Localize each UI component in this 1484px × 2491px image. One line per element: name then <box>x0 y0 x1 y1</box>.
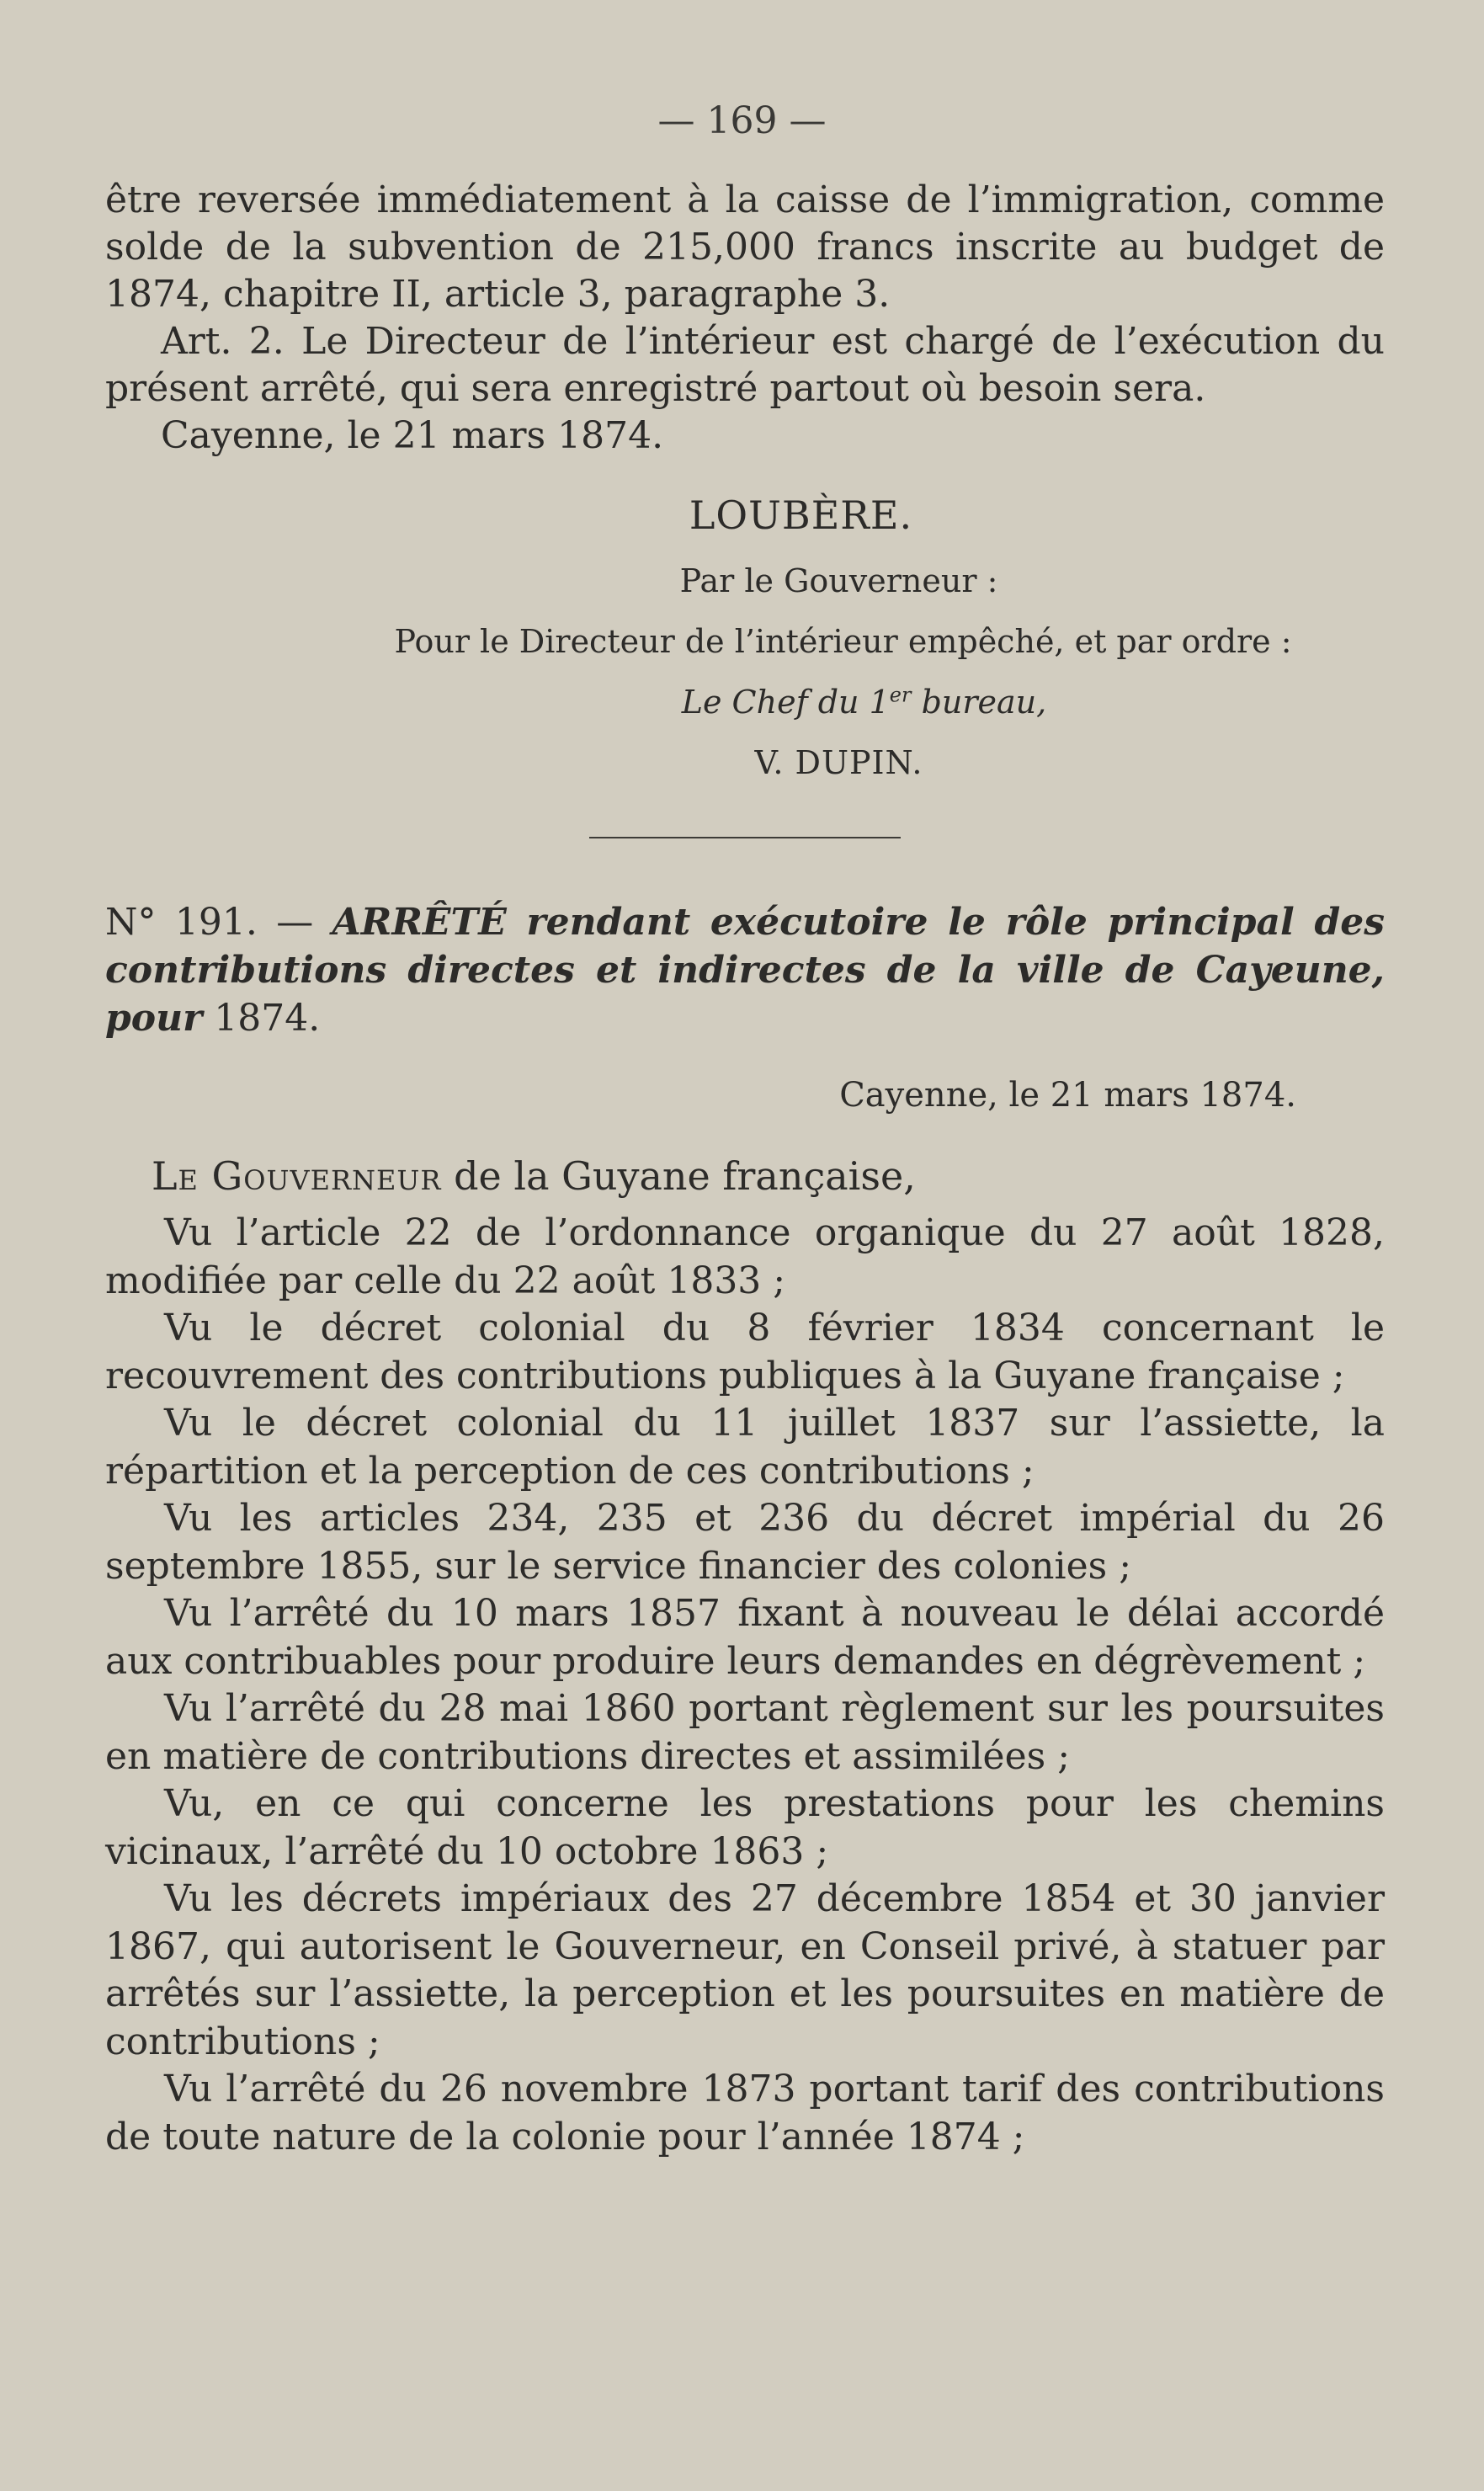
consideration-item: Vu l’article 22 de l’ordonnance organique du 27 août 1828, modifiée par celle du 22 août 1833 ; <box>105 1211 1385 1302</box>
consideration-item: Vu les articles 234, 235 et 236 du décret impérial du 26 septembre 1855, sur le service financier des colonies ; <box>105 1497 1385 1588</box>
consideration-item: Vu l’arrêté du 26 novembre 1873 portant tarif des contributions de toute nature de la colonie pour l’année 1874 ; <box>105 2068 1385 2158</box>
consideration-item: Vu le décret colonial du 8 février 1834 concernant le recouvrement des contributions publiques à la Guyane française ; <box>105 1307 1385 1397</box>
paragraph-place-date: Cayenne, le 21 mars 1874. <box>161 414 664 457</box>
decree-number: N° 191. — <box>105 901 332 944</box>
decree-heading <box>105 898 1385 1042</box>
consideration-item: Vu l’arrêté du 28 mai 1860 portant règlement sur les poursuites en matière de contributions directes et assimilées ; <box>105 1687 1385 1778</box>
consideration-item: Vu, en ce qui concerne les prestations pour les chemins vicinaux, l’arrêté du 10 octobre 1863 ; <box>105 1782 1385 1873</box>
signature-signer: V. DUPIN. <box>754 744 923 781</box>
governor-rest: de la Guyane française, <box>441 1153 916 1199</box>
paragraph-continuation: être reversée immédiatement à la caisse de l’immigration, comme solde de la subvention de 215,000 francs inscrite au budget de 1874, chapitre II, article 3, paragraphe 3. <box>105 178 1385 316</box>
governor-title: Le Gouverneur <box>152 1153 442 1199</box>
signature-chef <box>0 684 1484 721</box>
signature-for: Pour le Directeur de l’intérieur empêché, et par ordre : <box>394 623 1292 660</box>
signature-chef-prefix: Le Chef du 1 <box>681 684 890 721</box>
continuation-text <box>105 177 1385 460</box>
decree-dateline: Cayenne, le 21 mars 1874. <box>839 1076 1296 1115</box>
governor-line <box>152 1153 916 1199</box>
decree-year: 1874. <box>202 997 321 1040</box>
section-divider <box>589 837 901 838</box>
signature-by: Par le Gouverneur : <box>679 562 998 599</box>
consideration-item: Vu le décret colonial du 11 juillet 1837 sur l’assiette, la répartition et la perception de ces contributions ; <box>105 1402 1385 1493</box>
signature-chef-sup: er <box>889 683 912 707</box>
decree-title: ARRÊTÉ rendant exécutoire le rôle principal des contributions directes et indirectes de la ville de Cayeune, pour <box>105 901 1385 1040</box>
page-number: — 169 — <box>657 99 827 142</box>
paragraph-article-2: Art. 2. Le Directeur de l’intérieur est chargé de l’exécution du présent arrêté, qui sera enregistré partout où besoin sera. <box>105 320 1385 410</box>
consideration-item: Vu les décrets impériaux des 27 décembre 1854 et 30 janvier 1867, qui autorisent le Gouverneur, en Conseil privé, à statuer par arrêtés sur l’assiette, la perception et les poursuites en matière de contributions ; <box>105 1877 1385 2063</box>
signature-name: LOUBÈRE. <box>689 492 913 538</box>
signature-chef-suffix: bureau, <box>911 684 1047 721</box>
considerations-list <box>105 1210 1385 2161</box>
consideration-item: Vu l’arrêté du 10 mars 1857 fixant à nouveau le délai accordé aux contribuables pour produire leurs demandes en dégrèvement ; <box>105 1592 1385 1683</box>
